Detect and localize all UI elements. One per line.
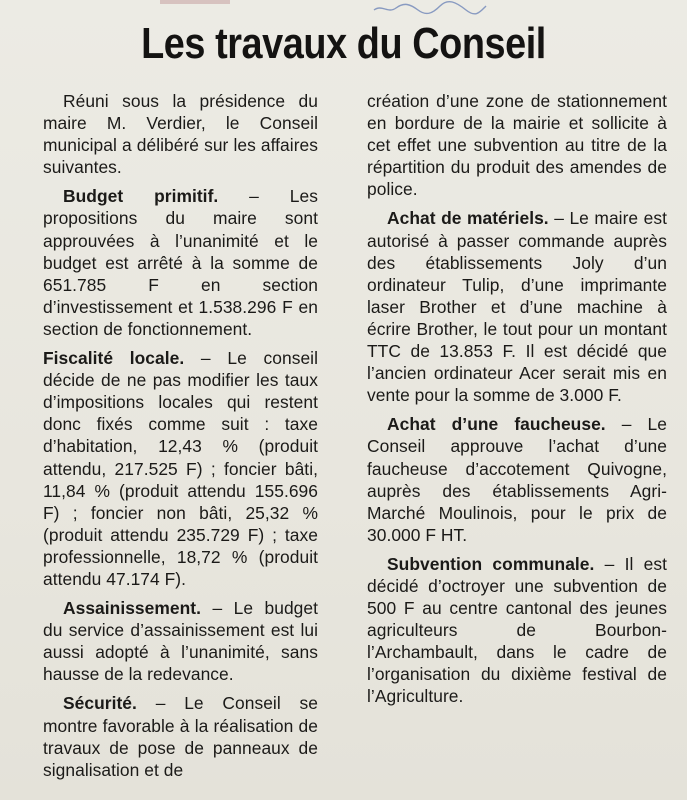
paragraph-lead: Sécurité. bbox=[63, 693, 137, 714]
paragraph-lead: Budget primitif. bbox=[63, 186, 219, 207]
paragraph-text: – Le Conseil se montre favorable à la réalisation de travaux de pose de panneaux de signalisation et de bbox=[43, 693, 318, 780]
paragraph-fiscalite-locale bbox=[43, 347, 318, 590]
paragraph-budget-primitif bbox=[43, 185, 318, 340]
paragraph-text: – Le maire est autorisé à passer commande auprès des établissements Joly d’un ordinateur Tulip, d’une imprimante laser Brother et d’une machine à écrire Brother, le tout pour un montant TTC de 13.853 F. Il est décidé que l’ancien ordinateur Acer serait mis en vente pour la somme de 3.000 F. bbox=[367, 208, 667, 406]
paragraph-text: – Il est décidé d’octroyer une subvention de 500 F au centre cantonal des jeunes agriculteurs de Bourbon-l’Archambault, dans le cadre de l’organisation du dixième festival de l’Agriculture. bbox=[367, 553, 667, 707]
right-column bbox=[367, 90, 667, 715]
paragraph-text: – Le Conseil approuve l’achat d’une faucheuse d’accotement Quivogne, auprès des établissements Agri-Marché Moulinois, pour le prix de 30.000 F HT. bbox=[367, 414, 667, 545]
paragraph-text: – Le conseil décide de ne pas modifier les taux d’impositions locales qui restent donc fixés comme suit : taxe d’habitation, 12,43 % (produit attendu, 217.525 F) ; foncier bâti, 11,84 % (produit attendu 155.696 F) ; foncier non bâti, 25,32 % (produit attendu 235.729 F) ; taxe professionnelle, 18,72 % (produit attendu 47.174 F). bbox=[43, 348, 318, 589]
paragraph-intro bbox=[43, 90, 318, 178]
clipping-edge-mark bbox=[160, 0, 230, 4]
paragraph-lead: Fiscalité locale. bbox=[43, 348, 185, 369]
paragraph-lead: Subvention communale. bbox=[387, 553, 595, 574]
paragraph-lead: Achat de matériels. bbox=[387, 208, 549, 229]
paragraph-lead: Achat d’une faucheuse. bbox=[387, 414, 606, 435]
paragraph-lead: Assainissement. bbox=[63, 598, 202, 619]
paragraph-text: création d’une zone de stationnement en bordure de la mairie et sollicite à cet effet une subvention au titre de la répartition du produit des amendes de police. bbox=[367, 91, 667, 200]
paragraph-securite-continued bbox=[367, 90, 667, 200]
paragraph-subvention-communale bbox=[367, 553, 667, 708]
left-column bbox=[43, 90, 318, 788]
paragraph-text: Réuni sous la présidence du maire M. Verdier, le Conseil municipal a délibéré sur les affaires suivantes. bbox=[43, 91, 318, 178]
paragraph-assainissement bbox=[43, 597, 318, 685]
paragraph-securite bbox=[43, 692, 318, 780]
headline: Les travaux du Conseil bbox=[141, 19, 546, 68]
paragraph-text: – Le budget du service d’assainissement est lui aussi adopté à l’unanimité, sans hausse de la redevance. bbox=[43, 598, 318, 685]
paragraph-achat-materiels bbox=[367, 207, 667, 406]
paragraph-achat-faucheuse bbox=[367, 413, 667, 546]
paragraph-text: – Les propositions du maire sont approuvées à l’unanimité et le budget est arrêté à la somme de 651.785 F en section d’investissement et 1.538.296 F en section de fonctionnement. bbox=[43, 186, 318, 339]
